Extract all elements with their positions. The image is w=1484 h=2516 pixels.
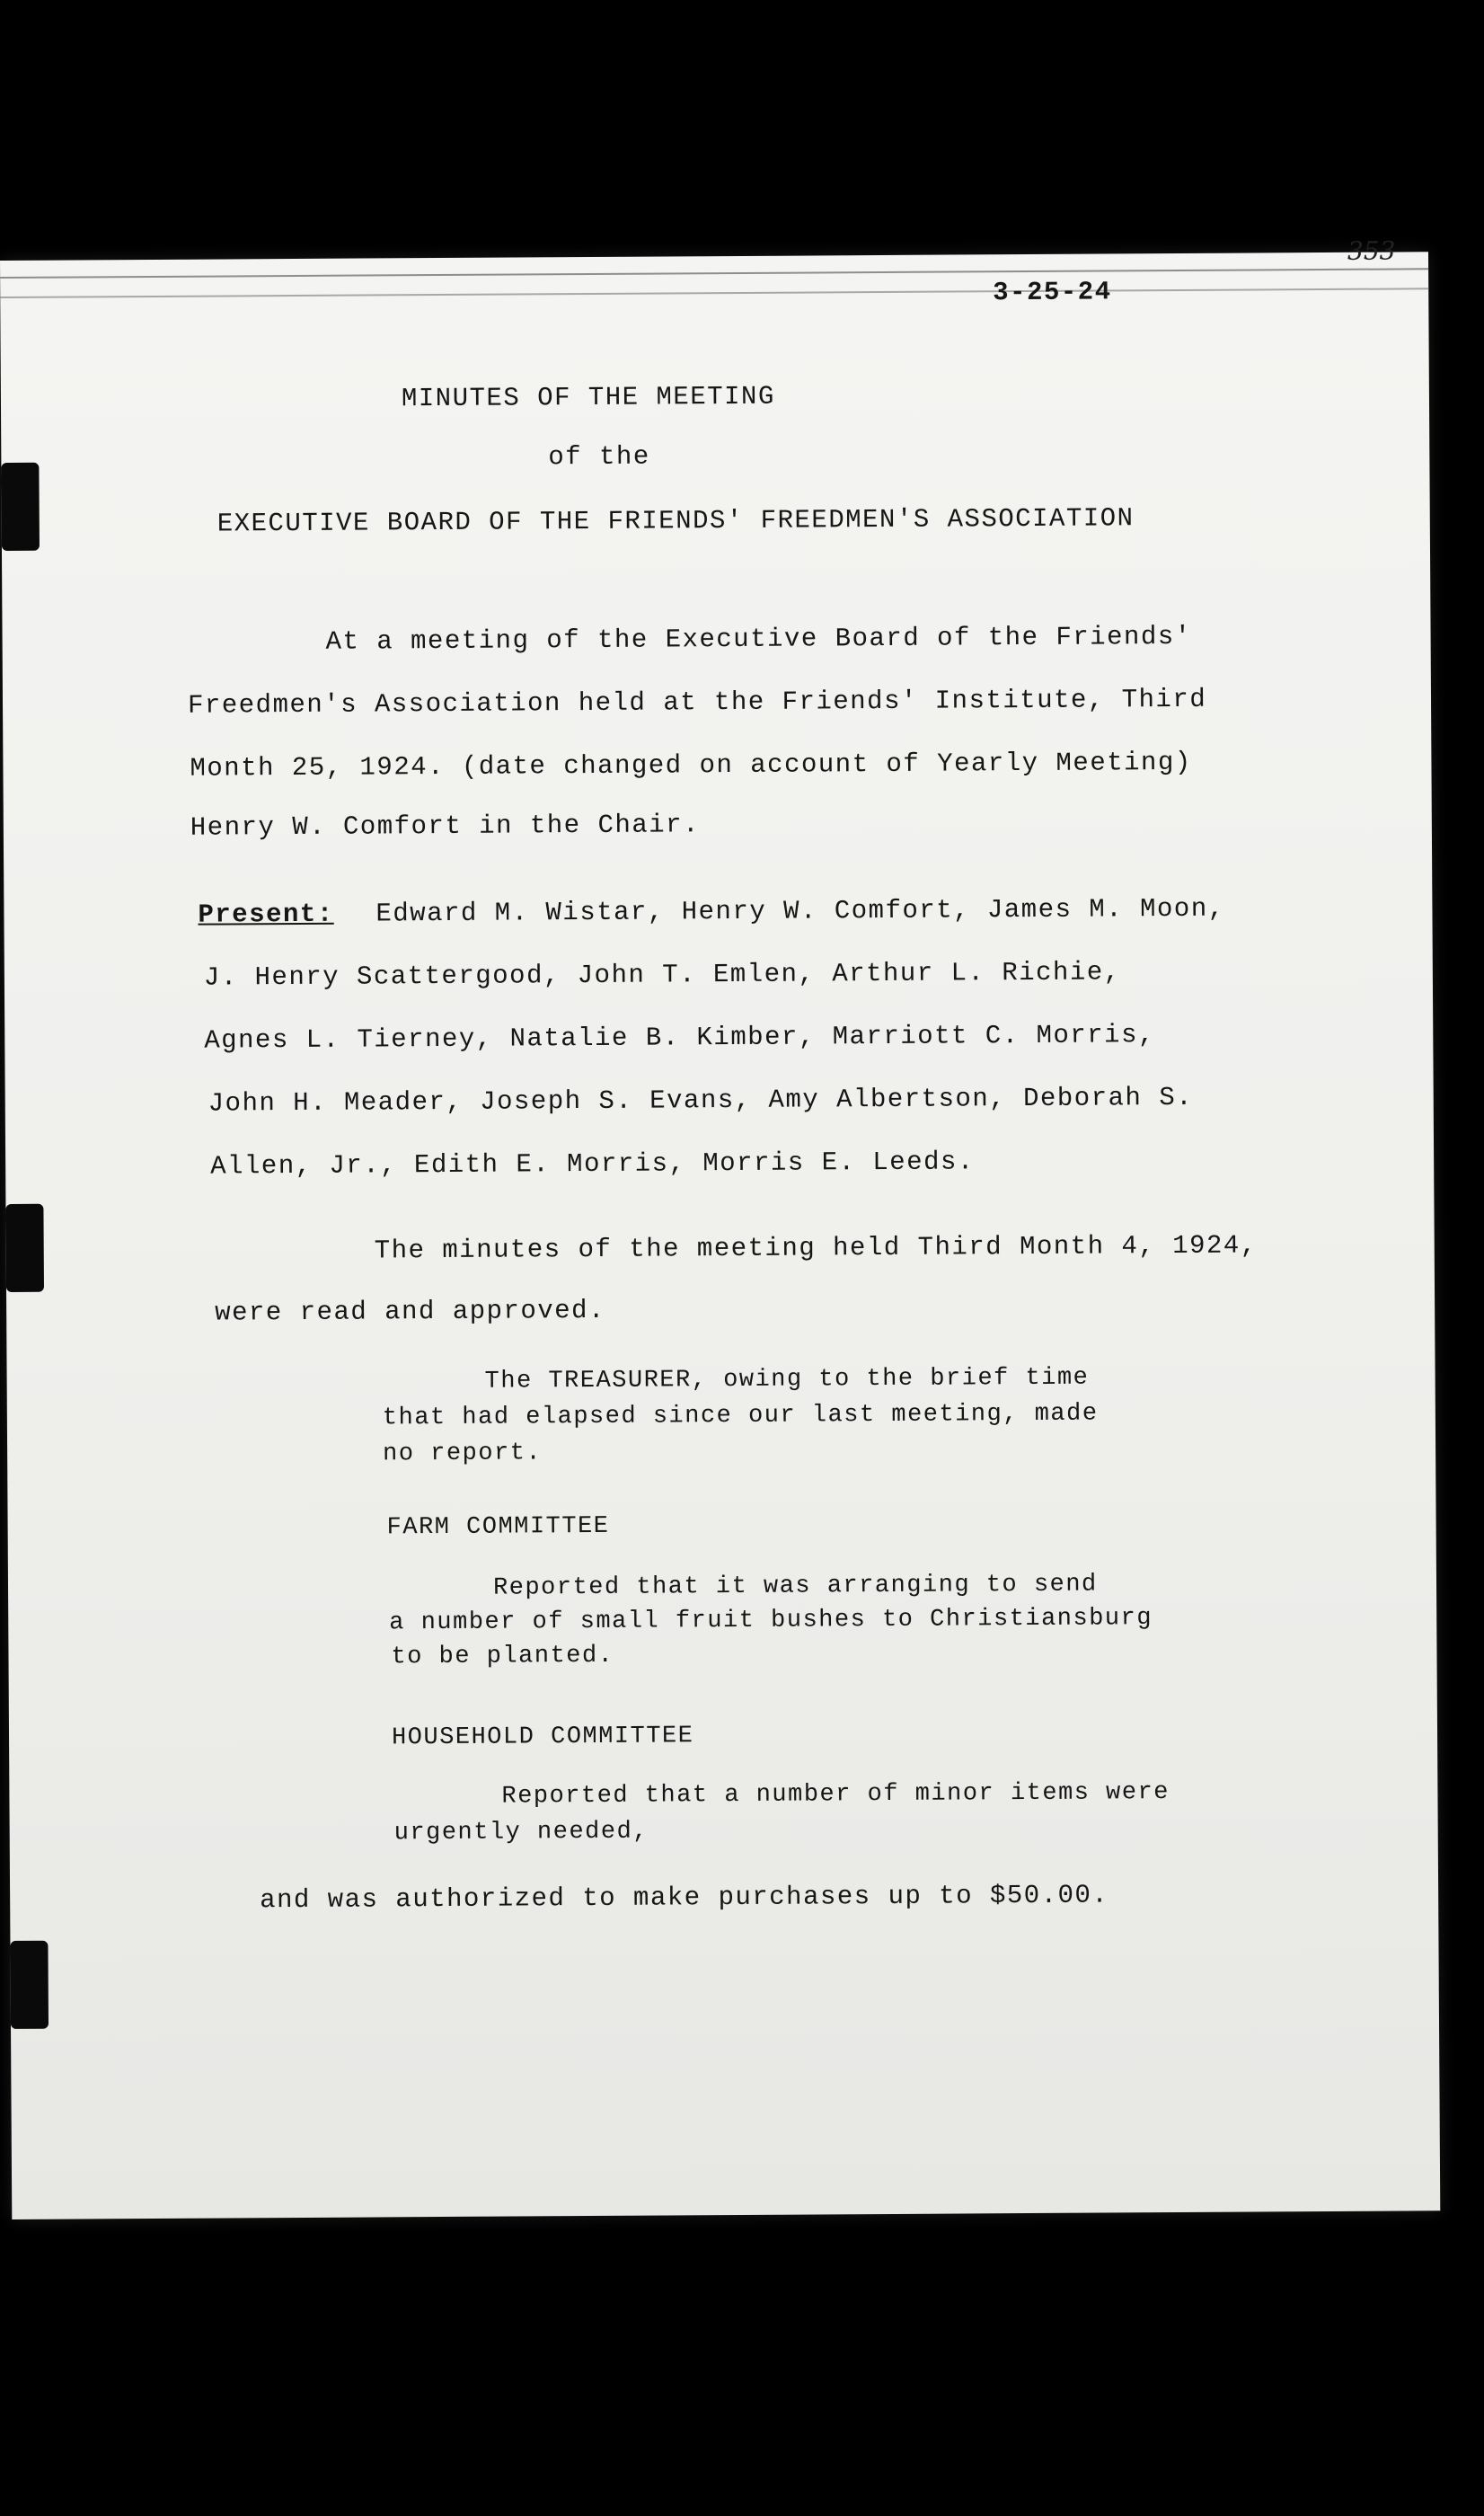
household-committee-line-1: Reported that a number of minor items were [501,1779,1170,1811]
title-line-1: MINUTES OF THE MEETING [401,381,775,414]
intro-line-4: Henry W. Comfort in the Chair. [190,810,701,843]
top-rule [0,288,1428,298]
farm-committee-line-2: a number of small fruit bushes to Christiansburg [389,1605,1153,1637]
intro-line-3: Month 25, 1924. (date changed on account of Yearly Meeting) [190,747,1192,784]
present-line-4: John H. Meader, Joseph S. Evans, Amy Albertson, Deborah S. [208,1082,1194,1119]
household-committee-line-2: urgently needed, [393,1818,649,1847]
minutes-line-1: The minutes of the meeting held Third Month 4, 1924, [374,1230,1258,1266]
top-edge-rule [0,268,1428,279]
document-date: 3-25-24 [993,277,1112,308]
farm-committee-line-1: Reported that it was arranging to send [492,1571,1098,1602]
present-label: Present: [198,899,334,930]
punch-hole-middle [5,1204,44,1292]
minutes-line-2: were read and approved. [215,1295,606,1328]
intro-line-2: Freedmen's Association held at the Friends' Institute, Third [187,684,1207,721]
page-number: 353 [1347,235,1396,266]
punch-hole-bottom [10,1941,49,2029]
present-line-3: Agnes L. Tierney, Natalie B. Kimber, Marriott C. Morris, [204,1020,1155,1056]
document-page [0,235,1440,2219]
title-line-2: of the [548,441,650,473]
treasurer-line-3: no report. [383,1440,543,1468]
treasurer-line-2: that had elapsed since our last meeting, made [382,1400,1099,1432]
present-line-5: Allen, Jr., Edith E. Morris, Morris E. Leeds. [210,1147,975,1182]
household-committee-closing: and was authorized to make purchases up to $50.00. [260,1880,1109,1916]
farm-committee-heading: FARM COMMITTEE [386,1512,610,1542]
treasurer-line-1: The TREASURER, owing to the brief time [484,1364,1090,1395]
punch-hole-top [1,463,40,551]
title-line-3: EXECUTIVE BOARD OF THE FRIENDS' FREEDMEN'S ASSOCIATION [216,503,1135,539]
present-line-1: Edward M. Wistar, Henry W. Comfort, James M. Moon, [375,893,1225,929]
household-committee-heading: HOUSEHOLD COMMITTEE [391,1723,694,1752]
intro-line-1: At a meeting of the Executive Board of the Friends' [325,621,1192,657]
present-line-2: J. Henry Scattergood, John T. Emlen, Arthur L. Richie, [203,957,1121,993]
farm-committee-line-3: to be planted. [391,1642,614,1671]
